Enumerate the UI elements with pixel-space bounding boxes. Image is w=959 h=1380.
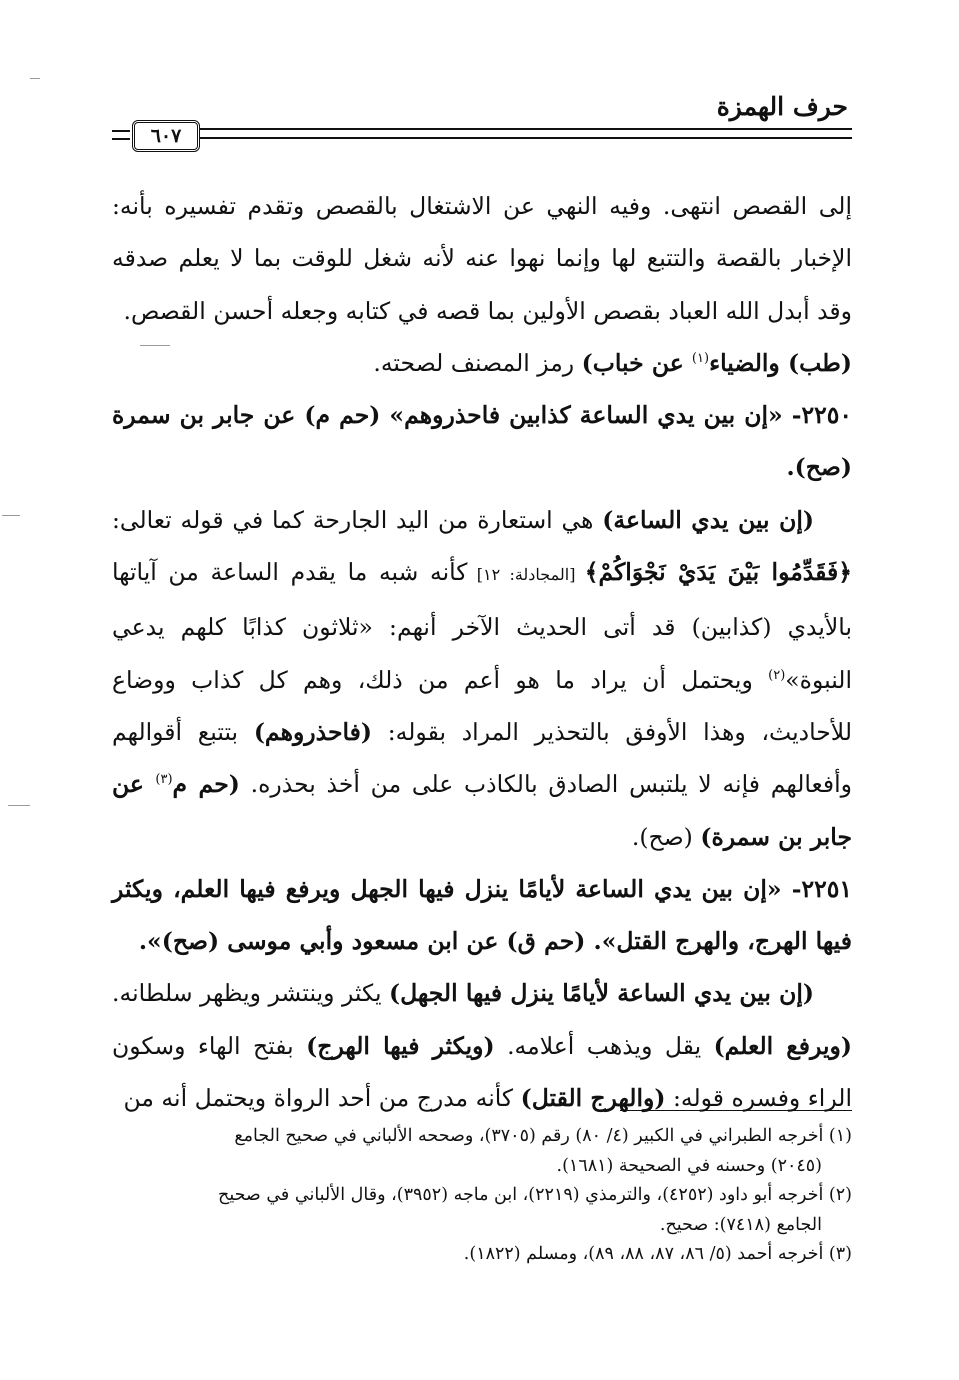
text-segment: بتتبع أقوالهم وأفعالهم فإنه لا يلتبس الصادق بالكاذب على من أخذ بحذره. <box>112 717 852 799</box>
hadith-text: ٢٢٥١- «إن بين يدي الساعة لأيامًا ينزل فيها الجهل ويرفع فيها العلم، ويكثر فيها الهرج، والهرج القتل». (حم ق) عن ابن مسعود وأبي موسى (صح)». <box>112 874 852 956</box>
page-number: ٦٠٧ <box>132 120 200 152</box>
text-line: إلى القصص انتهى. وفيه النهي عن الاشتغال بالقصص وتقدم تفسيره بأنه: <box>112 192 852 220</box>
header-rule-left <box>112 130 130 140</box>
text-segment: ويحتمل أن يراد ما هو أعم من ذلك، وهم كل كذاب ووضاع للأحاديث، وهذا الأوفق بالتحذير المراد بقوله: <box>112 665 852 746</box>
source-code: (حم م <box>172 770 240 799</box>
main-text <box>112 180 852 1124</box>
footnotes <box>112 1122 852 1270</box>
narrator-name: عن جابر بن سمرة) <box>112 770 852 851</box>
footnote-marker[interactable]: (٣) <box>155 772 173 788</box>
text-segment: كأنه مدرج من أحد الرواة ويحتمل أنه من <box>123 1084 521 1113</box>
quoted-phrase: (ويكثر فيها الهرج) <box>306 1031 495 1060</box>
footnote-text: (٣) أخرجه أحمد (٥/ ٨٦، ٨٧، ٨٨، ٨٩)، ومسلم (١٨٢٢). <box>463 1244 852 1265</box>
footnote-text: (٢) أخرجه أبو داود (٤٢٥٢)، والترمذي (٢٢١٩)، ابن ماجه (٣٩٥٢)، وقال الألباني في صحيح <box>218 1185 852 1206</box>
footnote-separator <box>620 1110 852 1111</box>
footnote-1 <box>112 1122 852 1152</box>
chapter-title: حرف الهمزة <box>716 92 848 121</box>
footnote-marker[interactable]: (١) <box>691 351 710 367</box>
hadith-2251 <box>112 863 852 968</box>
hadith-text: ٢٢٥٠- «إن بين يدي الساعة كذابين فاحذروهم» (حم م) عن جابر بن سمرة <box>112 401 852 430</box>
text-segment: رمز المصنف لصحته. <box>373 348 582 377</box>
quoted-phrase: (فاحذروهم) <box>253 717 373 746</box>
footnote-text: (٢٠٤٥) وحسنه في الصحيحة (١٦٨١). <box>556 1155 822 1176</box>
hadith-grade: (صح). <box>631 822 701 851</box>
quoted-phrase: (إن بين يدي الساعة لأيامًا ينزل فيها الجهل) <box>389 979 814 1008</box>
hadith-2250 <box>112 389 852 494</box>
commentary-paragraph <box>112 494 852 863</box>
quoted-phrase: (والهرج القتل) <box>520 1084 666 1113</box>
text-segment: كأنه شبه ما يقدم الساعة من آياتها بالأيدي (كذابين) قد أتى الحديث الآخر أنهم: «ثلاثون كذابًا كلهم يدعي النبوة» <box>112 558 852 694</box>
text-line: الإخبار بالقصة والتتبع لها وإنما نهوا عنه لأنه شغل للوقت بما لا يعلم صدقه <box>112 244 852 273</box>
quoted-phrase: (إن بين يدي الساعة) <box>602 505 815 534</box>
source-name: والضياء <box>709 348 788 377</box>
quoted-phrase: (ويرفع العلم) <box>713 1031 852 1060</box>
footnote-3 <box>112 1240 852 1270</box>
footnote-1-continued <box>112 1152 852 1182</box>
header-rule-right <box>200 128 852 139</box>
text-segment: يقل ويذهب أعلامه. <box>494 1031 714 1060</box>
footnote-text: (١) أخرجه الطبراني في الكبير (٤/ ٨٠) رقم (٣٧٠٥)، وصححه الألباني في صحيح الجامع <box>234 1126 852 1146</box>
footnote-2 <box>112 1181 852 1211</box>
footnote-text: الجامع (٧٤١٨): صحيح. <box>659 1214 822 1235</box>
scan-mark <box>2 515 20 516</box>
source-code: (طب) <box>787 348 852 377</box>
footnote-marker[interactable]: (٢) <box>768 667 786 683</box>
text-line: وقد أبدل الله العباد بقصص الأولين بما قصه في كتابه وجعله أحسن القصص. <box>123 296 852 325</box>
text-segment: هي استعارة من اليد الجارحة كما في قوله تعالى: <box>112 505 603 534</box>
hadith-grade: (صح). <box>786 453 852 482</box>
text-segment: يكثر وينتشر ويظهر سلطانه. <box>112 979 390 1008</box>
quran-verse: ﴿فَقَدِّمُوا بَيْنَ يَدَيْ نَجْوَاكُمْ﴾ <box>584 558 853 587</box>
page-header <box>112 92 852 152</box>
narrator-name: عن خباب) <box>581 348 692 377</box>
verse-reference: [المجادلة: ١٢] <box>467 565 585 585</box>
scan-mark <box>8 805 30 806</box>
commentary-paragraph <box>112 967 852 1124</box>
scan-mark <box>30 78 40 79</box>
text-segment: بفتح الهاء وسكون الراء وفسره قوله: <box>112 1031 852 1113</box>
commentary-paragraph <box>112 180 852 389</box>
footnote-2-continued <box>112 1211 852 1241</box>
